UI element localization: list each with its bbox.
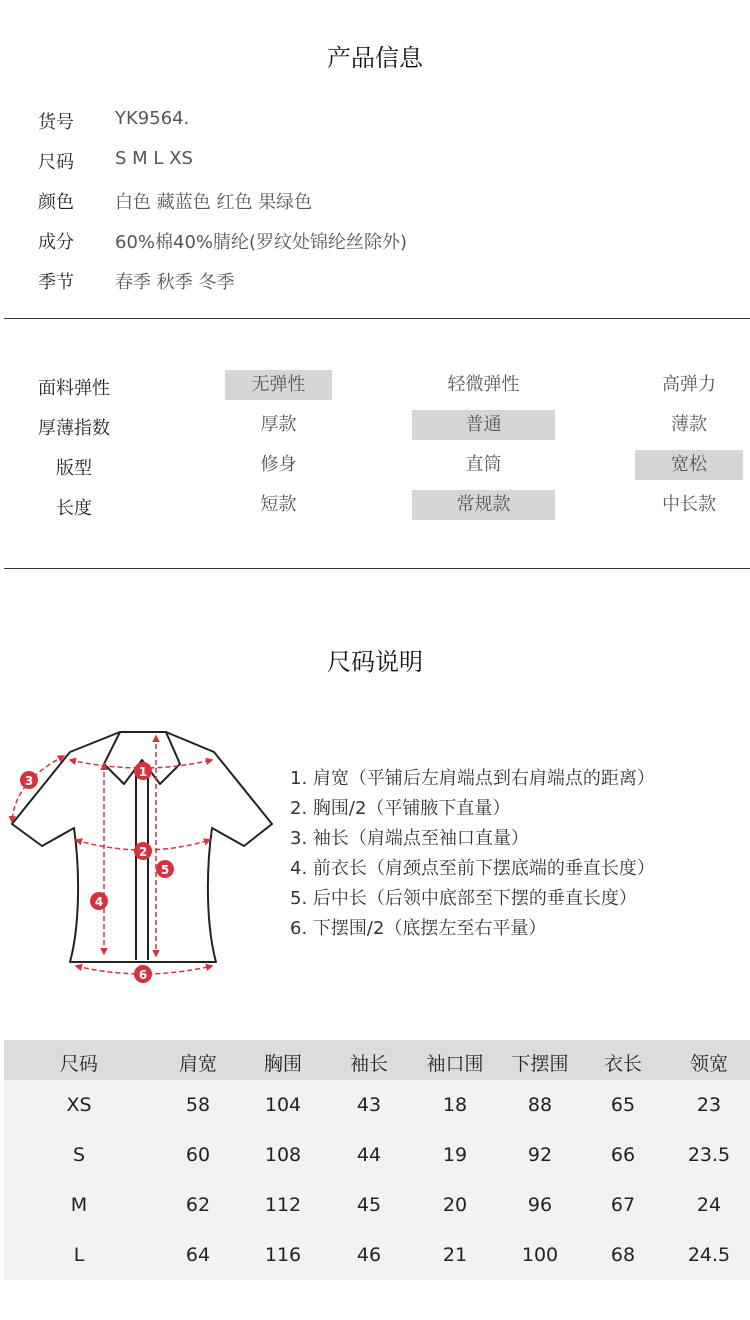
table-cell: 20: [442, 1194, 468, 1216]
table-header-cell: 领宽: [689, 1053, 728, 1075]
info-label-material: 成分: [38, 232, 74, 253]
marker-4: [90, 892, 108, 910]
attr-label-fit: 版型: [56, 458, 92, 479]
section-divider: [4, 318, 750, 319]
marker-6: [134, 965, 152, 983]
product-info-title: 产品信息: [327, 44, 423, 72]
marker-3: [20, 771, 38, 789]
table-cell: S: [72, 1144, 86, 1166]
attr-option-length-mid: 中长款: [662, 494, 716, 515]
table-cell: 23: [696, 1094, 722, 1116]
attr-option-fit-loose: 宽松: [635, 450, 743, 480]
table-header-cell: 袖口围: [426, 1053, 484, 1075]
table-cell: 65: [610, 1094, 636, 1116]
table-header-cell: 衣长: [603, 1053, 642, 1075]
info-value-item-no: YK9564.: [115, 108, 190, 129]
marker-2: [134, 842, 152, 860]
shirt-diagram: [0, 720, 280, 990]
svg-text:6: 6: [138, 968, 148, 982]
attr-option-fit-slim: 修身: [260, 454, 297, 475]
table-cell: L: [73, 1244, 85, 1266]
attr-option-thickness-normal: 普通: [412, 410, 555, 440]
table-cell: 62: [185, 1194, 211, 1216]
table-cell: 92: [527, 1144, 553, 1166]
table-cell: 100: [521, 1244, 559, 1266]
attr-option-length-short: 短款: [260, 494, 297, 515]
size-desc-1: 1. 肩宽（平铺后左肩端点到右肩端点的距离）: [290, 768, 655, 789]
info-value-size: S M L XS: [115, 148, 193, 169]
table-cell: 43: [356, 1094, 382, 1116]
svg-text:2: 2: [138, 845, 148, 859]
table-cell: 45: [356, 1194, 382, 1216]
table-header-cell: 肩宽: [178, 1053, 217, 1075]
attr-label-thickness: 厚薄指数: [38, 418, 110, 439]
table-cell: 58: [185, 1094, 211, 1116]
svg-text:5: 5: [160, 863, 170, 877]
table-cell: 64: [185, 1244, 211, 1266]
table-cell: 96: [527, 1194, 553, 1216]
marker-1: [134, 762, 152, 780]
info-label-size: 尺码: [38, 152, 74, 173]
marker-5: [156, 860, 174, 878]
attr-option-length-regular: 常规款: [412, 490, 555, 520]
table-cell: 68: [610, 1244, 636, 1266]
attr-option-fit-straight: 直筒: [465, 454, 502, 475]
table-cell: XS: [66, 1094, 92, 1116]
info-value-season: 春季 秋季 冬季: [115, 272, 235, 293]
table-cell: 67: [610, 1194, 636, 1216]
attr-option-thickness-thin: 薄款: [671, 414, 707, 435]
info-label-item-no: 货号: [38, 112, 74, 133]
table-cell: 21: [442, 1244, 468, 1266]
table-cell: 104: [264, 1094, 302, 1116]
size-desc-5: 5. 后中长（后领中底部至下摆的垂直长度）: [290, 888, 637, 909]
table-cell: 23.5: [687, 1144, 731, 1166]
table-header-cell: 尺码: [59, 1053, 98, 1075]
table-cell: 116: [264, 1244, 302, 1266]
attr-option-elasticity-slight: 轻微弹性: [447, 374, 520, 395]
table-cell: 112: [264, 1194, 302, 1216]
section-divider: [4, 568, 750, 569]
table-cell: 108: [264, 1144, 302, 1166]
attr-option-elasticity-none: 无弹性: [225, 370, 332, 400]
svg-text:3: 3: [24, 774, 34, 788]
table-header-cell: 下摆围: [511, 1053, 569, 1075]
attr-option-elasticity-high: 高弹力: [662, 374, 716, 395]
table-cell: 46: [356, 1244, 382, 1266]
attr-label-elasticity: 面料弹性: [38, 378, 110, 399]
info-label-season: 季节: [38, 272, 74, 293]
table-cell: 66: [610, 1144, 636, 1166]
info-value-color: 白色 藏蓝色 红色 果绿色: [115, 192, 313, 213]
table-cell: 24: [696, 1194, 722, 1216]
attr-option-thickness-thick: 厚款: [260, 414, 297, 435]
table-cell: 24.5: [687, 1244, 731, 1266]
size-desc-2: 2. 胸围/2（平铺腋下直量）: [290, 798, 511, 819]
size-guide-title: 尺码说明: [327, 648, 423, 676]
table-cell: 19: [442, 1144, 468, 1166]
size-desc-3: 3. 袖长（肩端点至袖口直量）: [290, 828, 529, 849]
svg-text:4: 4: [94, 895, 104, 909]
table-cell: 44: [356, 1144, 382, 1166]
table-header-cell: 胸围: [263, 1053, 302, 1075]
attr-label-length: 长度: [56, 498, 92, 519]
svg-text:1: 1: [138, 765, 148, 779]
table-header-cell: 袖长: [349, 1053, 388, 1075]
table-cell: M: [70, 1194, 88, 1216]
table-cell: 88: [527, 1094, 553, 1116]
table-cell: 60: [185, 1144, 211, 1166]
info-value-material: 60%棉40%腈纶(罗纹处锦纶丝除外): [115, 232, 408, 253]
size-desc-6: 6. 下摆围/2（底摆左至右平量）: [290, 918, 547, 939]
info-label-color: 颜色: [38, 192, 74, 213]
table-cell: 18: [442, 1094, 468, 1116]
size-desc-4: 4. 前衣长（肩颈点至前下摆底端的垂直长度）: [290, 858, 655, 879]
